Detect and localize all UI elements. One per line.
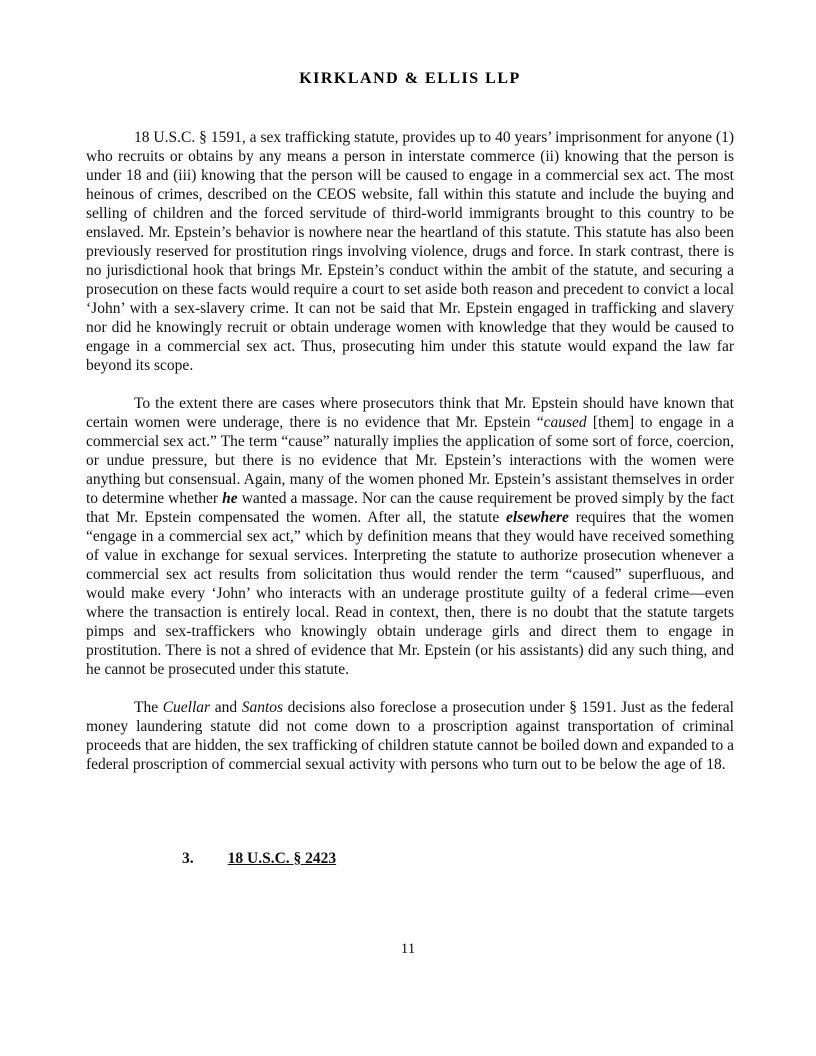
firm-letterhead: KIRKLAND & ELLIS LLP <box>299 70 521 87</box>
section-number: 3. <box>182 850 194 867</box>
page-number: 11 <box>400 941 416 957</box>
paragraph-caused-analysis: To the extent there are cases where prosecutors think that Mr. Epstein should have known that certain women were underage, there is no evidence that Mr. Epstein “caused [them] to engage in a commercial sex act.” The term “cause” naturally implies the application of some sort of force, coercion, or undue pressure, but there is no evidence that Mr. Epstein’s interactions with the women were anything but consensual. Again, many of the women phoned Mr. Epstein’s assistant themselves in order to determine whether he wanted a massage. Nor can the cause requirement be proved simply by the fact that Mr. Epstein compensated the women. After all, the statute elsewhere requires that the women “engage in a commercial sex act,” which by definition means that they would have received something of value in exchange for sexual services. Interpreting the statute to authorize prosecution whenever a commercial sex act results from solicitation thus would render the term “caused” superfluous, and would make every ‘John’ who interacts with an underage prostitute guilty of a federal crime—even where the transaction is entirely local. Read in context, then, there is no doubt that the statute targets pimps and sex-traffickers who knowingly obtain underage girls and direct them to engage in prostitution. There is not a shred of evidence that Mr. Epstein (or his assistants) did any such thing, and he cannot be prosecuted under this statute. <box>86 395 734 678</box>
section-heading <box>86 850 734 868</box>
section-title: 18 U.S.C. § 2423 <box>227 850 337 867</box>
paragraph-cuellar-santos: The Cuellar and Santos decisions also foreclose a prosecution under § 1591. Just as the federal money laundering statute did not come down to a proscription against transportation of criminal proceeds that are hidden, the sex trafficking of children statute cannot be boiled down and expanded to a federal proscription of commercial sexual activity with persons who turn out to be below the age of 18. <box>86 699 734 773</box>
document-body <box>86 128 734 774</box>
paragraph-1591-statute: 18 U.S.C. § 1591, a sex trafficking statute, provides up to 40 years’ imprisonment for anyone (1) who recruits or obtains by any means a person in interstate commerce (ii) knowing that the person is under 18 and (iii) knowing that the person will be caused to engage in a commercial sex act. The most heinous of crimes, described on the CEOS website, fall within this statute and include the buying and selling of children and the forced servitude of third-world immigrants brought to this country to be enslaved. Mr. Epstein’s behavior is nowhere near the heartland of this statute. This statute has also been previously reserved for prostitution rings involving violence, drugs and force. In stark contrast, there is no jurisdictional hook that brings Mr. Epstein’s conduct within the ambit of the statute, and securing a prosecution on these facts would require a court to set aside both reason and precedent to convict a local ‘John’ with a sex-slavery crime. It can not be said that Mr. Epstein engaged in trafficking and slavery nor did he knowingly recruit or obtain underage women with knowledge that they would be caused to engage in a commercial sex act. Thus, prosecuting him under this statute would expand the law far beyond its scope. <box>86 129 734 374</box>
